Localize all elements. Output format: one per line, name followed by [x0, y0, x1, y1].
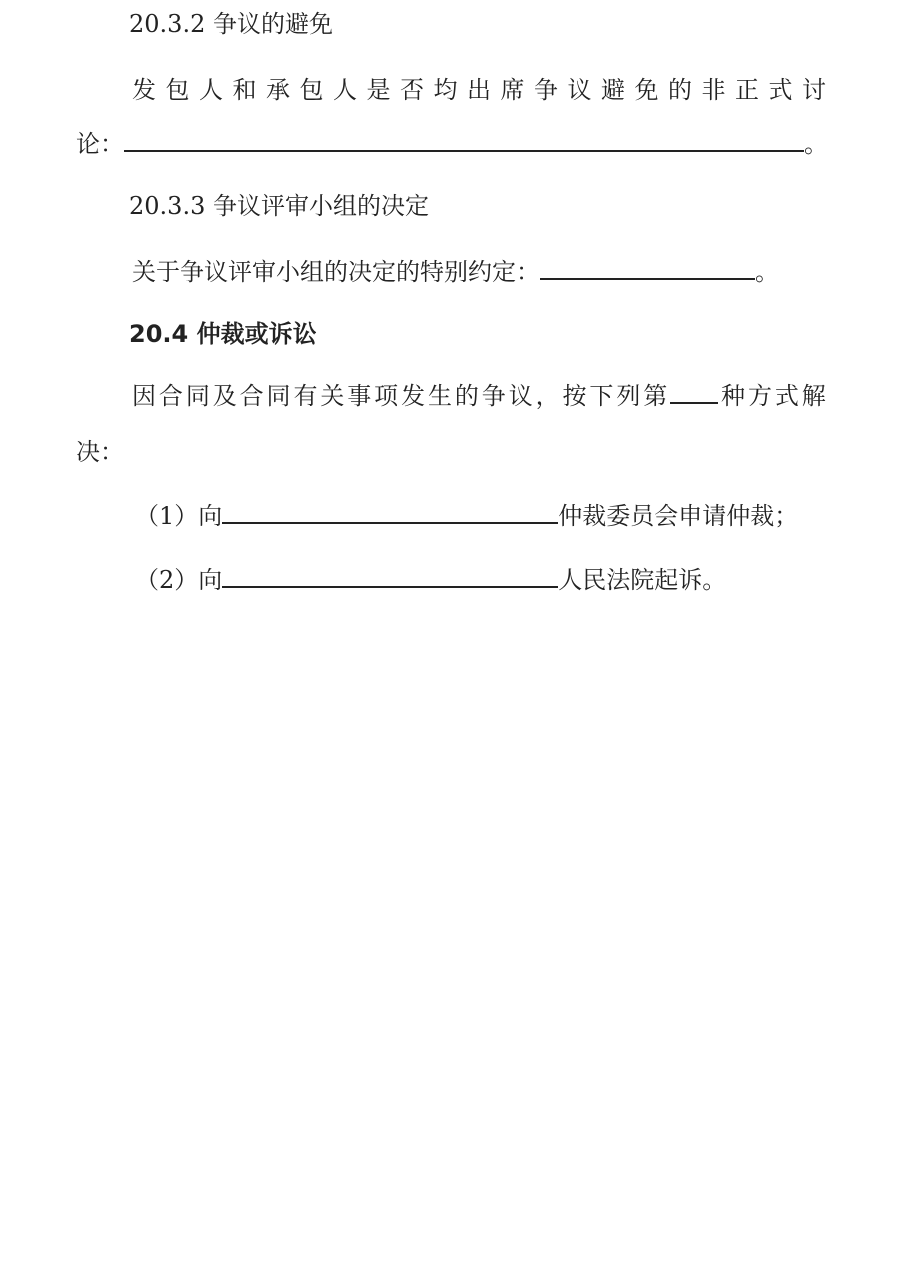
- text-char: 免: [634, 76, 659, 104]
- text-char: 事: [347, 382, 372, 410]
- end-mark: 。: [804, 130, 828, 158]
- section-heading-20-4: 20.4 仲裁或诉讼: [129, 320, 317, 348]
- text-char: 列: [616, 382, 641, 410]
- text-char: 承: [266, 76, 290, 104]
- text-char: 下: [589, 382, 614, 410]
- text-char: 同: [185, 382, 210, 410]
- text-char: 是: [366, 76, 391, 104]
- text-char: 方: [747, 382, 772, 410]
- text-char: 争: [534, 76, 558, 104]
- text-char: 种: [721, 382, 746, 410]
- blank-field-avoidance-discussion[interactable]: [124, 128, 804, 152]
- section-heading-20-3-2: 20.3.2 争议的避免: [129, 10, 333, 38]
- text-char: 避: [601, 76, 625, 104]
- text-char: 因: [132, 382, 156, 410]
- text-char: 包: [299, 76, 324, 104]
- text-char: 同: [266, 382, 291, 410]
- blank-field-review-panel[interactable]: [540, 256, 755, 280]
- text-char: 均: [433, 76, 458, 104]
- text-char: 合: [239, 382, 264, 410]
- text-char: 议: [567, 76, 592, 104]
- text-char: 讨: [802, 76, 826, 104]
- text-char: 争: [481, 382, 506, 410]
- option-1-suffix: 仲裁委员会申请仲裁；: [558, 502, 799, 530]
- text-char: 非: [701, 76, 726, 104]
- end-mark: 。: [755, 258, 779, 286]
- text-char: 合: [158, 382, 183, 410]
- label-review-panel: 关于争议评审小组的决定的特别约定：: [132, 258, 540, 286]
- text-char: 人: [333, 76, 357, 104]
- text-char: 项: [374, 382, 399, 410]
- paragraph-arbitration-line1: [132, 380, 826, 412]
- blank-field-people-court[interactable]: [222, 564, 558, 588]
- text-char: ，: [535, 382, 560, 410]
- text-char: 式: [768, 76, 793, 104]
- option-1: [135, 500, 798, 532]
- option-2: [135, 564, 726, 596]
- text-char: 正: [735, 76, 759, 104]
- text-char: 和: [232, 76, 257, 104]
- text-char: 包: [165, 76, 190, 104]
- text-char: 式: [774, 382, 799, 410]
- paragraph-dispute-avoidance-line2: [76, 128, 828, 160]
- text-char: 第: [643, 382, 668, 410]
- blank-field-arbitration-commission[interactable]: [222, 500, 558, 524]
- paragraph-review-panel: [132, 256, 779, 288]
- paragraph-dispute-avoidance-line1: [132, 74, 826, 106]
- text-char: 发: [401, 382, 426, 410]
- text-char: 人: [199, 76, 223, 104]
- paragraph-arbitration-line2: 决：: [76, 438, 124, 466]
- text-char: 席: [500, 76, 525, 104]
- text-char: 生: [427, 382, 452, 410]
- text-char: 的: [668, 76, 692, 104]
- text-char: 议: [508, 382, 533, 410]
- text-char: 及: [212, 382, 237, 410]
- section-heading-20-3-3: 20.3.3 争议评审小组的决定: [129, 192, 429, 220]
- blank-field-method-number[interactable]: [670, 380, 718, 404]
- text-char: 出: [467, 76, 491, 104]
- label-discussion: 论：: [76, 130, 124, 158]
- text-char: 关: [320, 382, 345, 410]
- option-2-suffix: 人民法院起诉。: [558, 566, 727, 594]
- text-char: 解: [801, 382, 826, 410]
- text-char: 按: [562, 382, 587, 410]
- text-char: 发: [132, 76, 156, 104]
- text-char: 有: [293, 382, 318, 410]
- text-char: 的: [454, 382, 479, 410]
- text-char: 否: [400, 76, 424, 104]
- option-1-prefix: （1）向: [135, 502, 223, 530]
- option-2-prefix: （2）向: [135, 566, 223, 594]
